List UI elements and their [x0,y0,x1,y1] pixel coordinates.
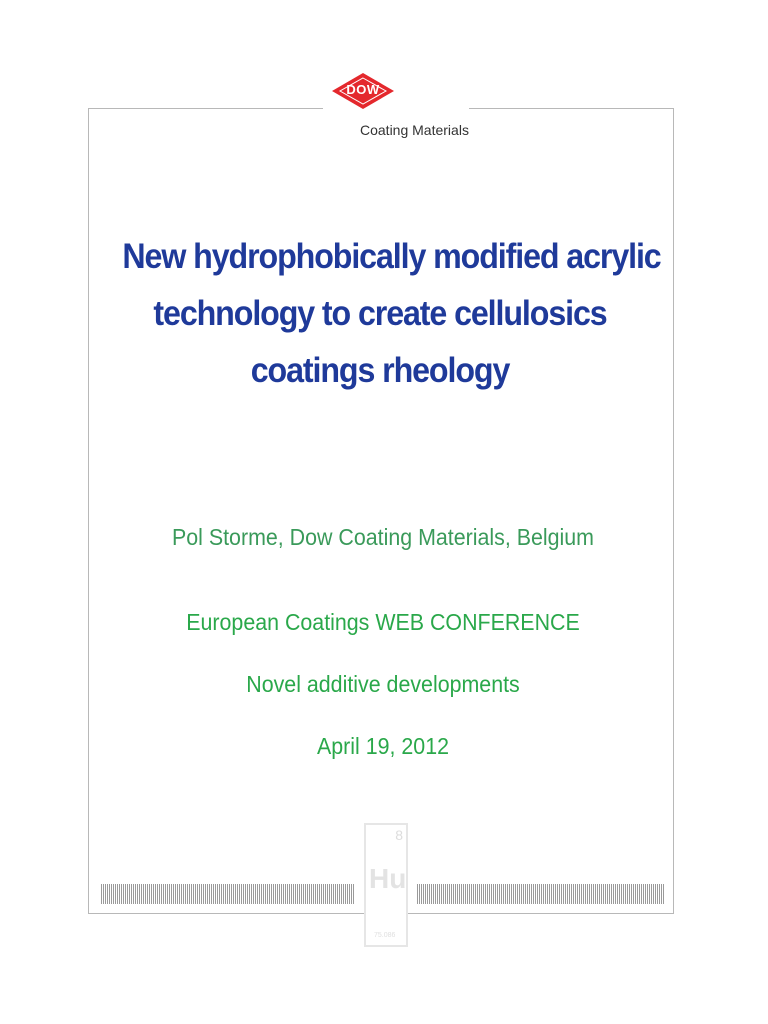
footer-stripe-right [417,884,664,904]
element-symbol: Hu [369,863,407,894]
event-session: Novel additive developments [246,671,520,697]
dow-logo [331,72,395,110]
title-line-1: New hydrophobically modified acrylic [122,237,661,276]
event-name: European Coatings WEB CONFERENCE [186,609,580,635]
element-watermark-tile [364,823,408,947]
slide-title [122,228,661,399]
event-date: April 19, 2012 [316,733,450,759]
dow-wordmark: DOW [346,82,380,97]
title-line-2: technology to create cellulosics [153,294,607,333]
footer-stripe-left [101,884,355,904]
logo-caption: Coating Materials [360,122,469,138]
author-line: Pol Storme, Dow Coating Materials, Belgium [171,524,595,550]
title-line-3: coatings rheology [250,351,510,390]
element-mass: 75.086 [374,932,396,939]
element-number: 8 [395,827,403,843]
